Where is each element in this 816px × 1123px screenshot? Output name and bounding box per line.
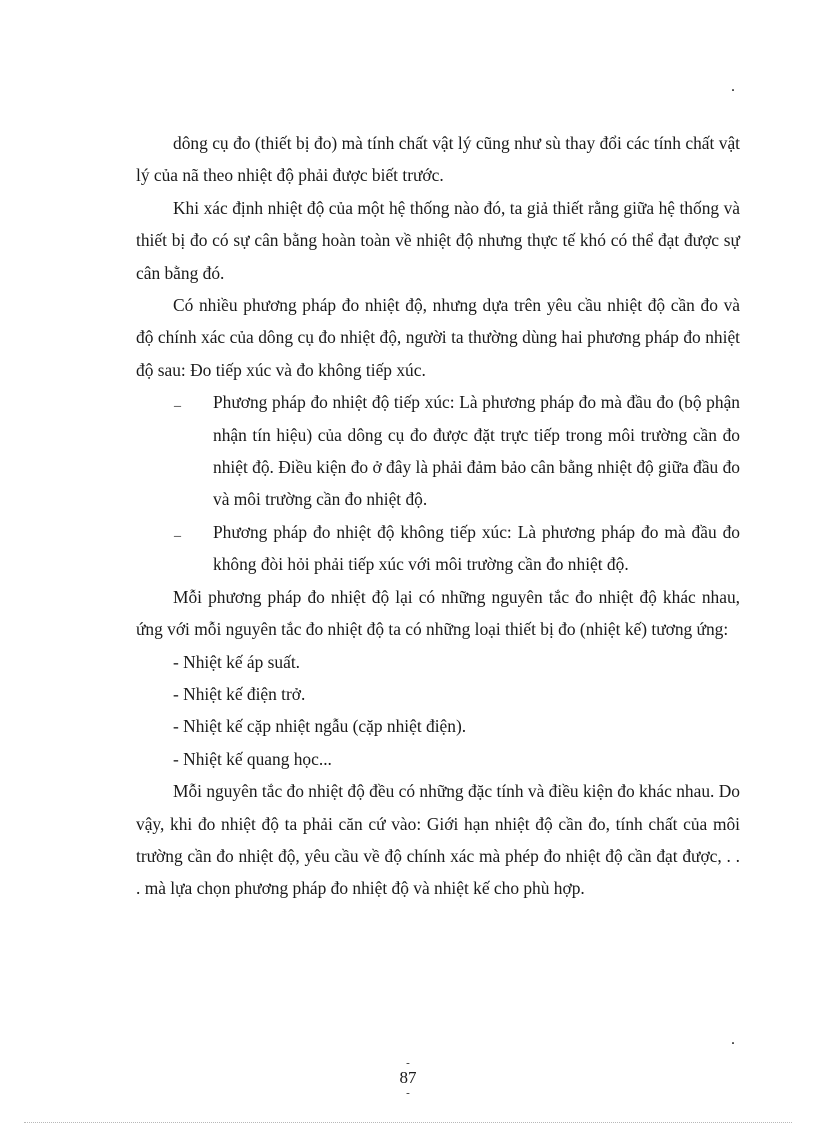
bullet-text: Phương pháp đo nhiệt độ không tiếp xúc: Là phương pháp đo mà đầu đo không đòi hỏi phải tiếp xúc với môi trường cần đo nhiệt độ. [213,521,740,575]
top-page-marker: . [731,78,735,95]
page-footer [0,1058,816,1098]
paragraph-continuation: dông cụ đo (thiết bị đo) mà tính chất vật lý cũng như sù thay đổi các tính chất vật lý của nã theo nhiệt độ phải được biết trước. [136,133,740,186]
paragraph-selection-criteria: Mỗi nguyên tắc đo nhiệt độ đều có những đặc tính và điều kiện đo khác nhau. Do vậy, khi đo nhiệt độ ta phải căn cứ vào: Giới hạn nhiệt độ cần đo, tính chất của môi trường cần đo nhiệt độ, yêu cầu về độ chính xác mà phép đo nhiệt độ cần đạt được, . . . mà lựa chọn phương pháp đo nhiệt độ và nhiệt kế cho phù hợp. [136,781,740,899]
paragraph-measurement-methods: Có nhiều phương pháp đo nhiệt độ, nhưng dựa trên yêu cầu nhiệt độ cần đo và độ chính xác của dông cụ đo nhiệt độ, người ta thường dùng hai phương pháp đo nhiệt độ sau: Đo tiếp xúc và đo không tiếp xúc. [136,295,740,380]
footer-dash-top: - [406,1057,410,1069]
list-item-thermocouple: - Nhiệt kế cặp nhiệt ngẫu (cặp nhiệt điện). [173,716,467,737]
bottom-page-marker: . [731,1031,735,1048]
list-item-resistance-thermometer: - Nhiệt kế điện trở. [173,683,306,704]
list-item-pressure-thermometer: - Nhiệt kế áp suất. [173,651,301,672]
bullet-item-contact-method [136,386,740,516]
paragraph-thermal-equilibrium: Khi xác định nhiệt độ của một hệ thống nào đó, ta giả thiết rằng giữa hệ thống và thiết bị đo có sự cân bằng hoàn toàn về nhiệt độ nhưng thực tế khó có thể đạt được sự cân bằng đó. [136,197,740,283]
bullet-text: Phương pháp đo nhiệt độ tiếp xúc: Là phương pháp đo mà đầu đo (bộ phận nhận tín hiệu) của dông cụ đo được đặt trực tiếp trong môi trường cần đo nhiệt độ. Điều kiện đo ở đây là phải đảm bảo cân bằng nhiệt độ giữa đầu đo và môi trường cần đo nhiệt độ. [213,392,740,510]
footer-dash-bottom: - [406,1087,410,1099]
paragraph-principles: Mỗi phương pháp đo nhiệt độ lại có những nguyên tắc đo nhiệt độ khác nhau, ứng với mỗi nguyên tắc đo nhiệt độ ta có những loại thiết bị đo (nhiệt kế) tương ứng: [136,586,740,640]
bullet-marker: _ [174,523,181,539]
bullet-marker: _ [174,394,181,410]
page-body [136,127,740,905]
list-item-optical-thermometer: - Nhiệt kế quang học... [173,748,332,769]
bullet-item-noncontact-method [136,516,740,581]
page-number: 87 [399,1068,417,1087]
